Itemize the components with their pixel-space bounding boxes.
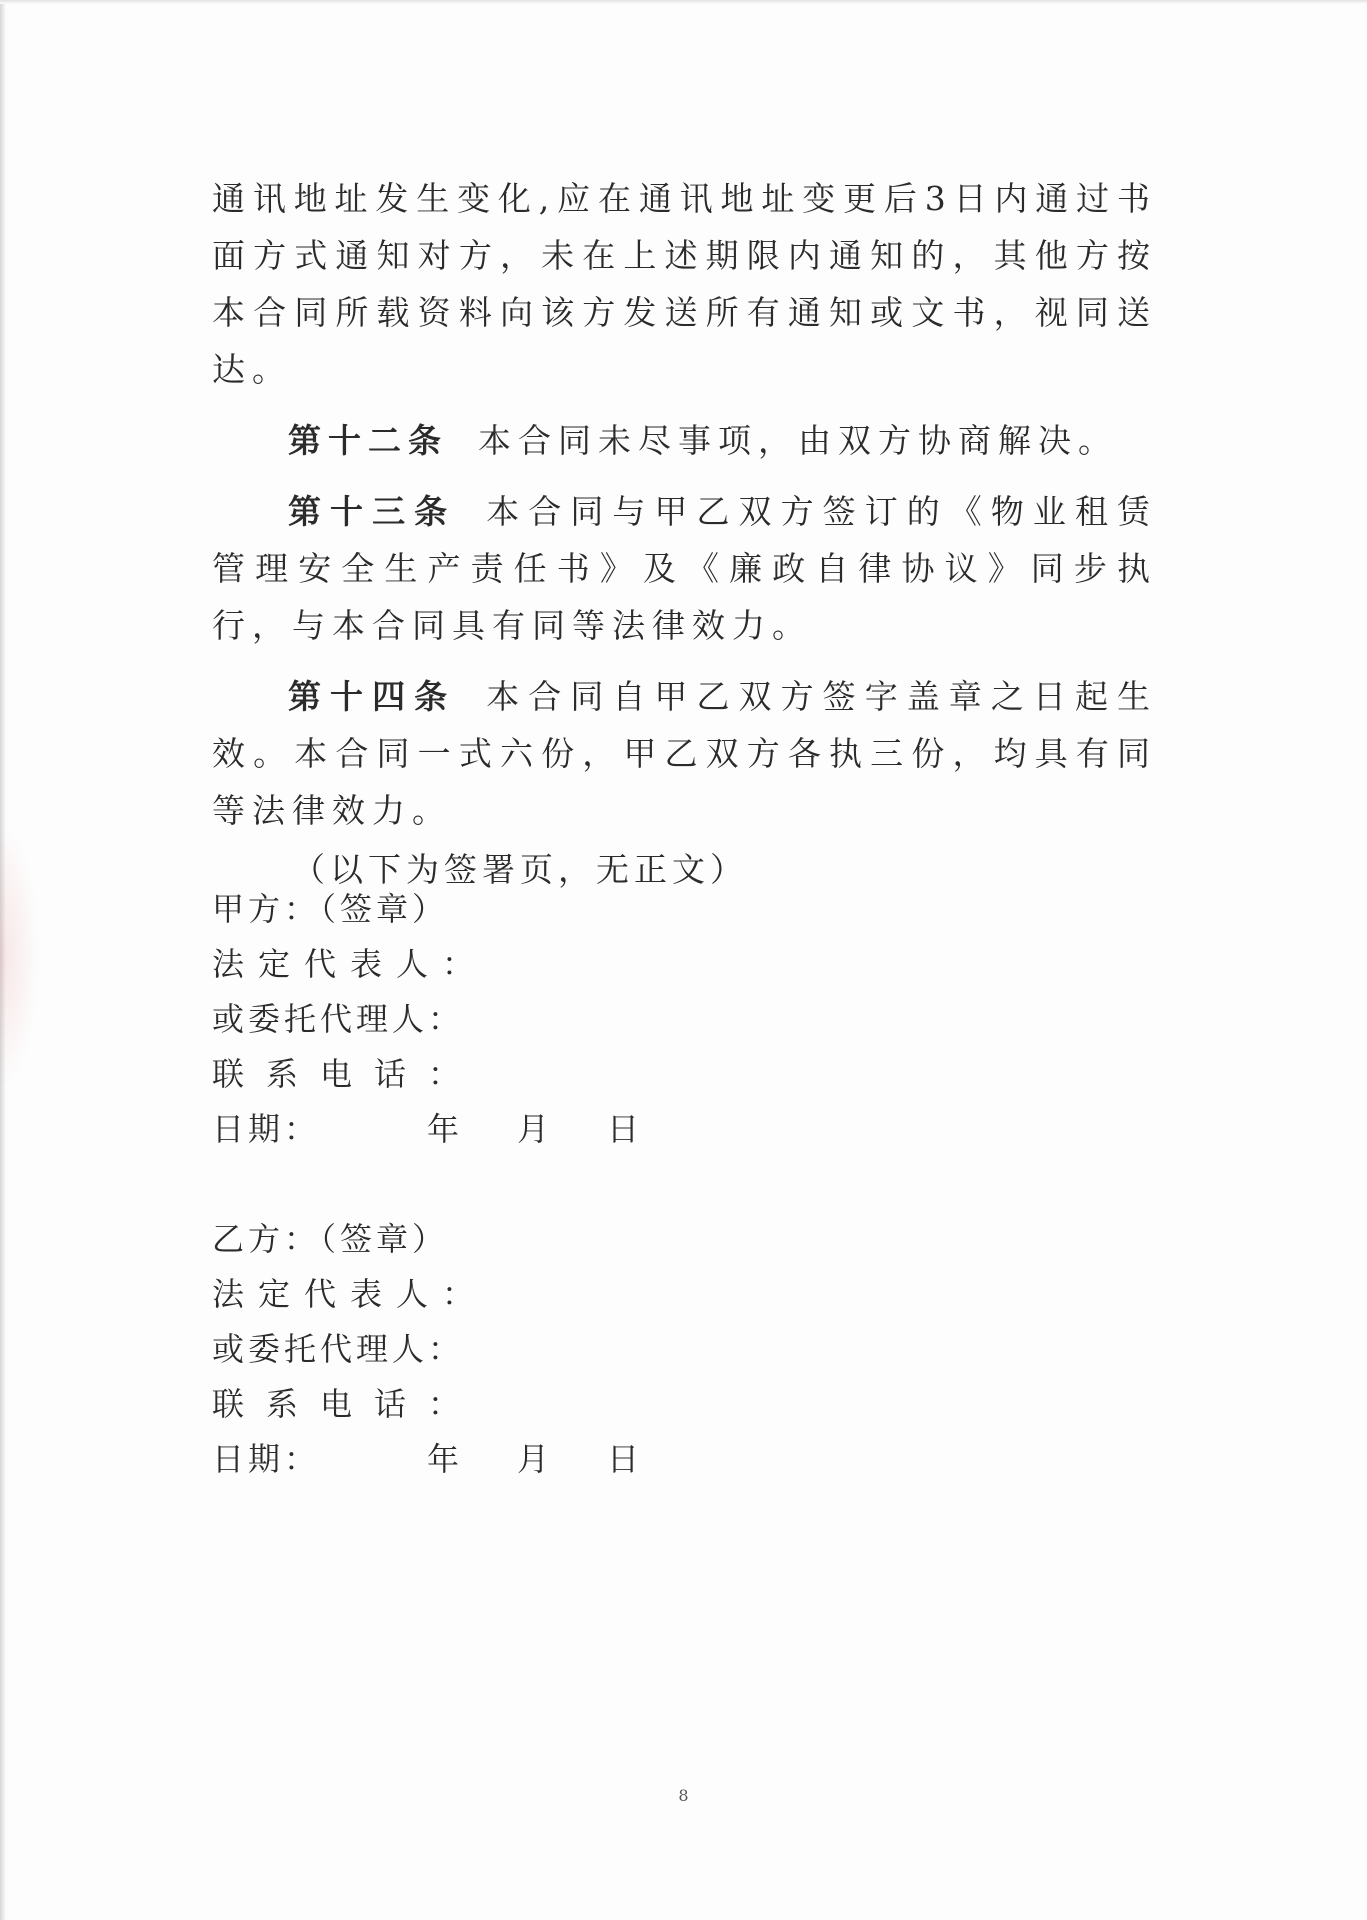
contract-body xyxy=(212,170,1157,898)
seal-bleed-mark xyxy=(0,820,40,1090)
article-text: 本合同与甲乙双方签订的《物业租赁管理安全生产责任书》及《廉政自律协议》同步执行，与本合同具有同等法律效力。 xyxy=(212,492,1158,645)
party-b-agent: 或委托代理人： xyxy=(212,1330,465,1368)
article-heading: 第十三条 xyxy=(288,492,457,531)
article-14 xyxy=(212,668,1157,839)
party-b-phone: 联系电话： xyxy=(212,1385,483,1423)
party-a-phone: 联系电话： xyxy=(212,1055,483,1093)
article-heading: 第十二条 xyxy=(288,421,448,460)
paragraph-notice-address xyxy=(212,170,1157,398)
paragraph-text: 通讯地址发生变化,应在通讯地址变更后3日内通过书面方式通知对方，未在上述期限内通知的，其他方按本合同所载资料向该方发送所有通知或文书，视同送达。 xyxy=(212,179,1157,389)
year-label: 年 xyxy=(427,1110,464,1148)
party-b-date xyxy=(212,1432,912,1487)
party-b-legal-rep: 法定代表人： xyxy=(212,1275,489,1313)
month-label: 月 xyxy=(517,1440,554,1478)
party-a-title: 甲方：（签章） xyxy=(212,890,449,928)
party-b-title: 乙方：（签章） xyxy=(212,1220,449,1258)
party-a-legal-rep: 法定代表人： xyxy=(212,945,489,983)
party-a-signature-block xyxy=(212,882,912,1157)
article-text: 本合同未尽事项，由双方协商解决。 xyxy=(478,421,1118,460)
date-label: 日期： xyxy=(212,1440,321,1478)
party-b-signature-block xyxy=(212,1212,912,1487)
day-label: 日 xyxy=(607,1110,644,1148)
article-13 xyxy=(212,483,1157,654)
scan-shadow-top xyxy=(0,0,1367,4)
party-a-agent: 或委托代理人： xyxy=(212,1000,465,1038)
date-label: 日期： xyxy=(212,1110,321,1148)
month-label: 月 xyxy=(517,1110,554,1148)
article-heading: 第十四条 xyxy=(288,677,457,716)
signature-page-note: （以下为签署页，无正文） xyxy=(292,850,748,889)
party-a-date xyxy=(212,1102,912,1157)
day-label: 日 xyxy=(607,1440,644,1478)
year-label: 年 xyxy=(427,1440,464,1478)
article-12 xyxy=(212,412,1157,469)
article-text: 本合同自甲乙双方签字盖章之日起生效。本合同一式六份，甲乙双方各执三份，均具有同等法律效力。 xyxy=(212,677,1158,830)
page-number: 8 xyxy=(678,1786,689,1805)
